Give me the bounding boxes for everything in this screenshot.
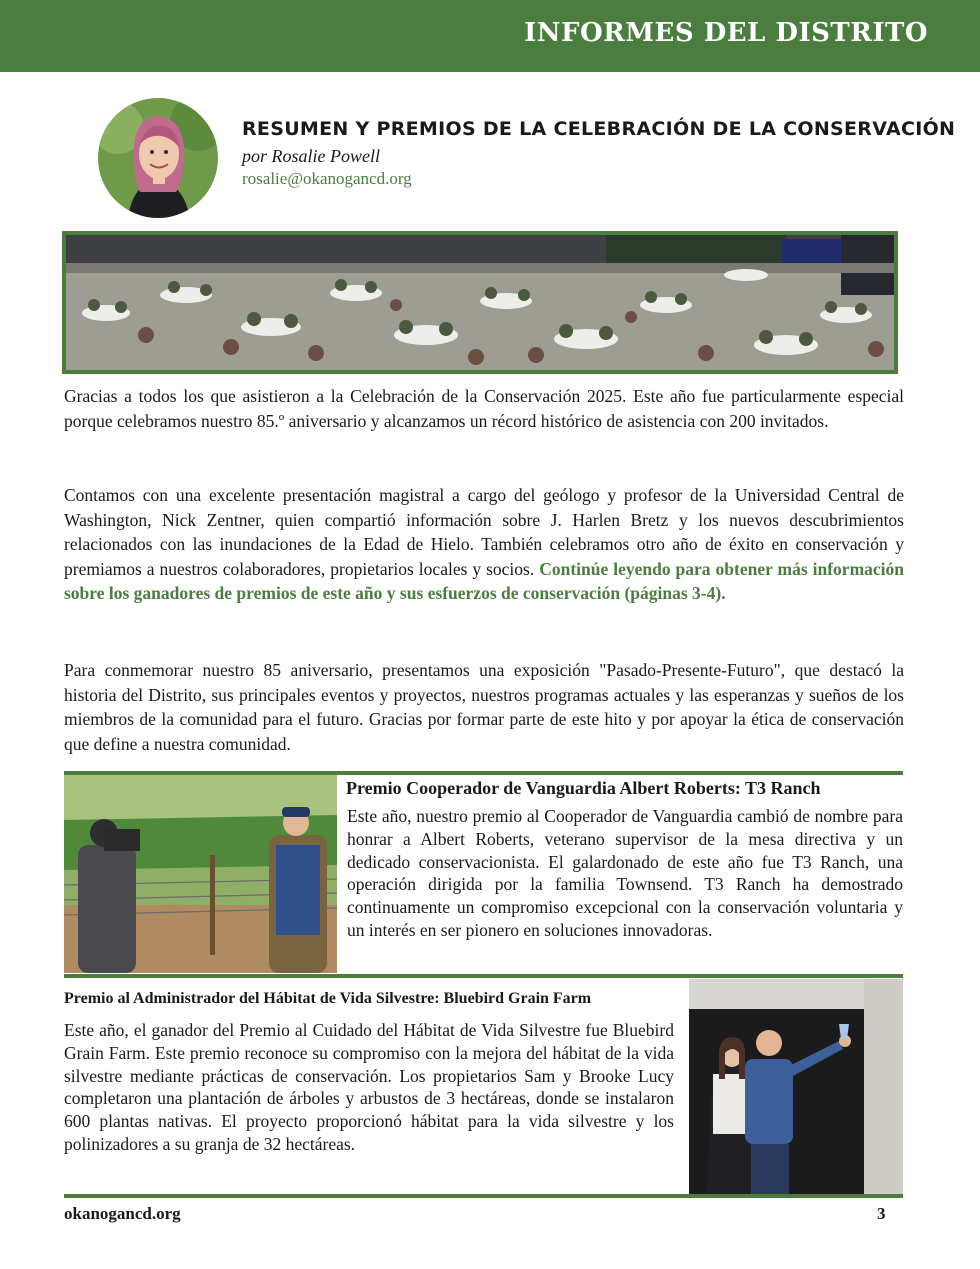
t3-ranch-photo <box>64 775 337 973</box>
award-1-title: Premio Cooperador de Vanguardia Albert Roberts: T3 Ranch <box>346 778 821 798</box>
article-title: RESUMEN Y PREMIOS DE LA CELEBRACIÓN DE LA CONSERVACIÓN <box>242 118 956 140</box>
award-1-text: Este año, nuestro premio al Cooperador de Vanguardia cambió de nombre para honrar a Albert Roberts, veterano supervisor de la mesa directiva y un dedicado conservacionista. El galardonado de este año fue T3 Ranch, una operación dirigida por la familia Townsend. T3 Ranch ha demostrado continuamente un compromiso excepcional con la conservación voluntaria y un interés en ser pionero en soluciones innovadoras. <box>347 806 903 940</box>
author-email[interactable]: rosalie@okanogancd.org <box>242 169 412 188</box>
read-more-highlight: Continúe leyendo para obtener más información sobre los ganadores de premios de este año y sus esfuerzos de conservación (páginas 3-4). <box>64 558 905 604</box>
page-number: 3 <box>877 1204 886 1223</box>
article-byline <box>242 118 955 189</box>
intro-paragraph: Gracias a todos los que asistieron a la Celebración de la Conservación 2025. Este año fue particularmente especial porque celebramos nuestro 85.º aniversario y alcanzamos un récord histórico de asistencia con 200 invitados. <box>64 386 904 431</box>
section-title: INFORMES DEL DISTRITO <box>524 18 928 48</box>
event-banner-photo <box>62 231 898 374</box>
header-bar <box>0 0 980 72</box>
keynote-paragraph <box>64 483 904 606</box>
exhibit-paragraph: Para conmemorar nuestro 85 aniversario, presentamos una exposición "Pasado-Presente-Futuro", que destacó la historia del Distrito, sus principales eventos y proyectos, nuestros programas actuales y las esperanzas y sueños de los miembros de la comunidad para el futuro. Gracias por formar parte de este hito y por apoyar la ética de conservación que define a nuestra comunidad. <box>64 660 904 754</box>
award-2-text: Este año, el ganador del Premio al Cuidado del Hábitat de Vida Silvestre fue Bluebird Grain Farm. Este premio reconoce su compromiso con la mejora del hábitat de la vida silvestre mediante prácticas de conservación. Los propietarios Sam y Brooke Lucy completaron una plantación de árboles y arbustos de 3 hectáreas, donde se instalaron 600 plantas nativas. El proyecto proporcionó hábitat para la vida silvestre y los polinizadores a su granja de 32 hectáreas. <box>64 1020 674 1154</box>
footer-website[interactable]: okanogancd.org <box>64 1204 181 1223</box>
award-2-title: Premio al Administrador del Hábitat de Vida Silvestre: Bluebird Grain Farm <box>64 990 592 1007</box>
author-portrait <box>98 98 218 218</box>
keynote-text: Contamos con una excelente presentación magistral a cargo del geólogo y profesor de la Universidad Central de Washington, Nick Zentner, quien compartió información sobre J. Harlen Bretz y los nuevos descubrimientos relacionados con las inundaciones de la Edad de Hielo. También celebramos otro año de éxito en conservación y premiamos a nuestros colaboradores, propietarios locales y socios. <box>64 485 904 579</box>
footer-divider <box>64 1194 903 1198</box>
bluebird-farm-photo <box>689 979 903 1194</box>
article-author: por Rosalie Powell <box>242 146 380 166</box>
section-divider-2 <box>64 974 903 978</box>
